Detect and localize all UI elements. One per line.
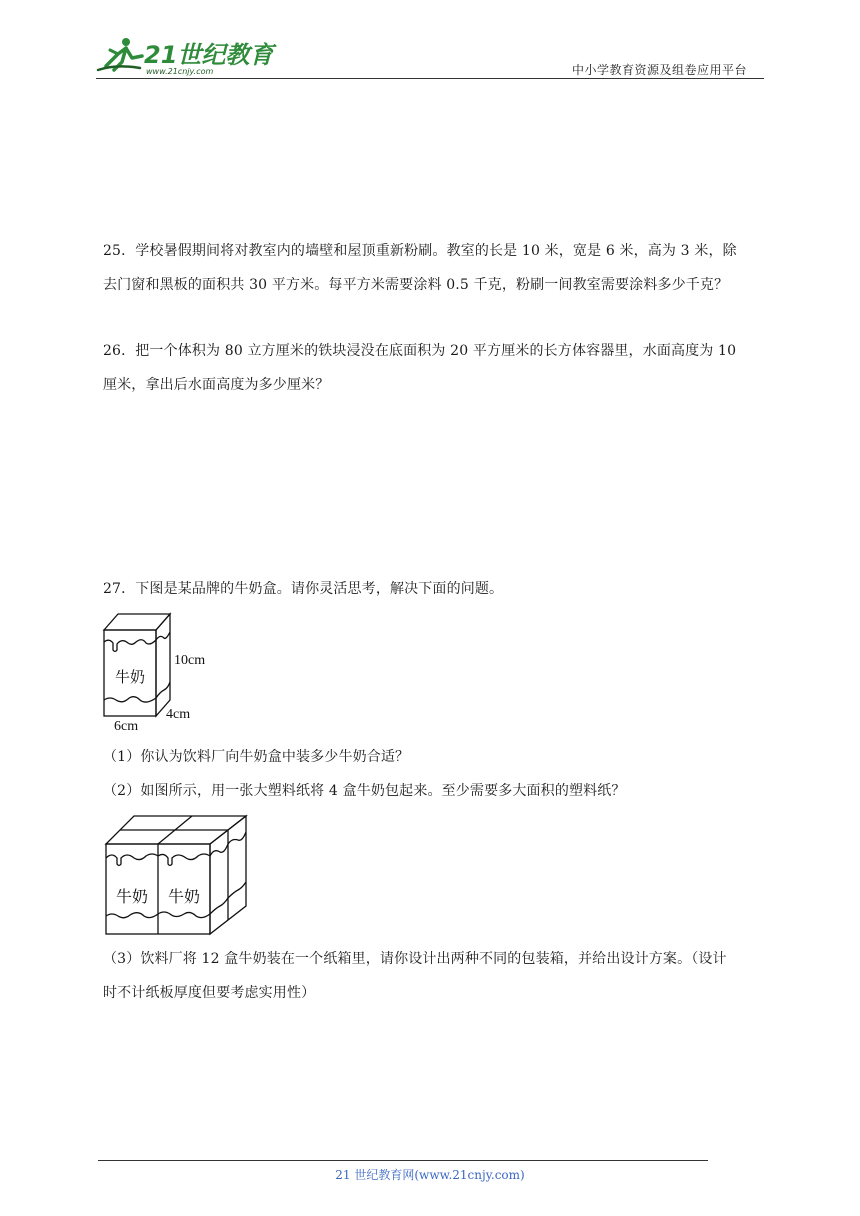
milk-box-label: 牛奶 — [114, 668, 146, 686]
question-27-part-3-line-2: 时不计纸板厚度但要考虑实用性） — [103, 985, 316, 1001]
height-label: 10cm — [174, 653, 206, 668]
four-milk-boxes-figure — [100, 812, 252, 938]
width-label: 6cm — [114, 719, 139, 734]
header-tagline: 中小学教育资源及组卷应用平台 — [572, 63, 748, 77]
header-divider — [96, 78, 764, 79]
site-logo — [96, 36, 274, 78]
milk-box-label-right: 牛奶 — [167, 887, 201, 906]
milk-box-label-left: 牛奶 — [115, 887, 149, 906]
milk-box-figure — [100, 610, 230, 734]
question-27-part-2-text: （2）如图所示，用一张大塑料纸将 4 盒牛奶包起来。至少需要多大面积的塑料纸？ — [103, 783, 626, 799]
footer-divider — [98, 1160, 708, 1161]
question-27-part-1-text: （1）你认为饮料厂向牛奶盒中装多少牛奶合适？ — [103, 749, 410, 765]
depth-label: 4cm — [166, 707, 191, 722]
question-26 — [103, 334, 763, 402]
footer-link[interactable]: 21 世纪教育网(www.21cnjy.com) — [335, 1168, 525, 1182]
question-27-part-3-line-1: （3）饮料厂将 12 盒牛奶装在一个纸箱里，请你设计出两种不同的包装箱，并给出设计方案。（设计 — [103, 951, 727, 967]
logo-url: www.21cnjy.com — [146, 67, 214, 76]
question-27-part-2 — [103, 774, 763, 808]
runner-logo-icon — [98, 38, 142, 70]
question-25-line-2: 去门窗和黑板的面积共 30 平方米。每平方米需要涂料 0.5 千克，粉刷一间教室需要涂料多少千克？ — [103, 277, 729, 293]
question-27-part-3 — [103, 942, 763, 1010]
question-26-line-1: 26．把一个体积为 80 立方厘米的铁块浸没在底面积为 20 平方厘米的长方体容器里，水面高度为 10 — [103, 343, 737, 359]
question-27-part-1 — [103, 740, 763, 774]
question-25-line-1: 25．学校暑假期间将对教室内的墙壁和屋顶重新粉刷。教室的长是 10 米，宽是 6 米，高为 3 米，除 — [103, 243, 737, 259]
question-27-intro — [103, 572, 763, 606]
question-27-intro-text: 27．下图是某品牌的牛奶盒。请你灵活思考，解决下面的问题。 — [103, 581, 504, 597]
question-25 — [103, 234, 763, 302]
logo-text: 21世纪教育 — [144, 41, 274, 69]
question-26-line-2: 厘米，拿出后水面高度为多少厘米？ — [103, 377, 330, 393]
